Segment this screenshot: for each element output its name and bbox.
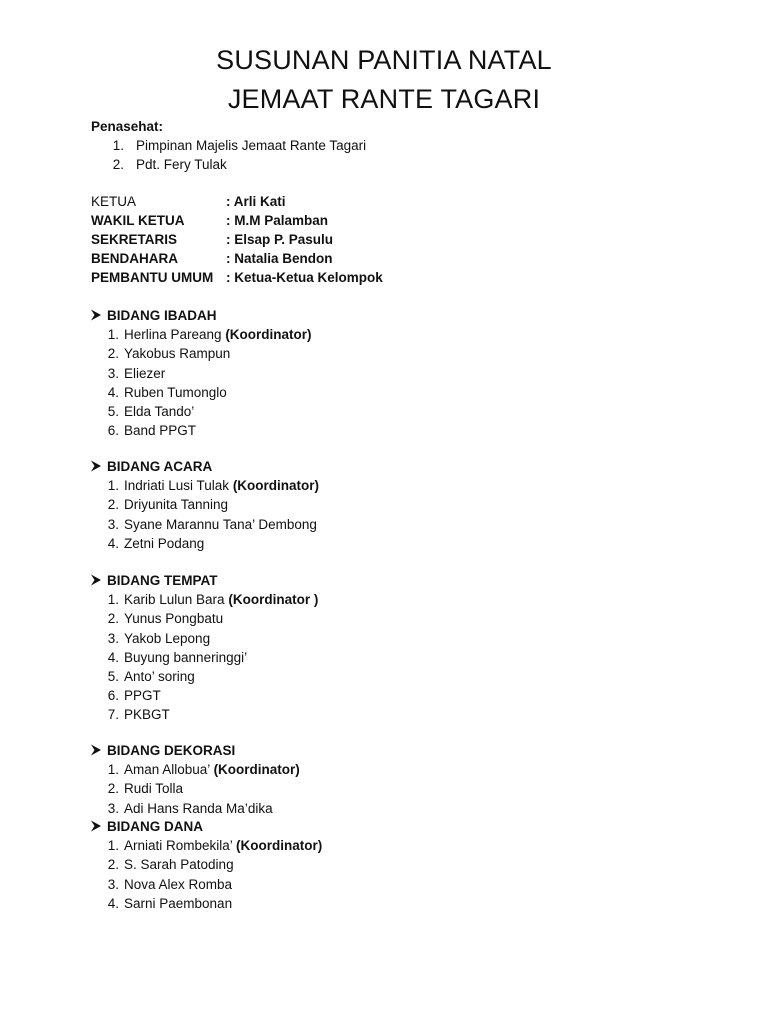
section-item-number: 3.	[107, 800, 119, 816]
pengurus-name: : Arli Kati	[226, 194, 286, 209]
member-name: Zetni Podang	[124, 535, 205, 551]
pengurus-name: : Elsap P. Pasulu	[226, 232, 334, 247]
arrowhead-bullet-icon	[90, 571, 102, 591]
section-item-number: 1.	[107, 592, 119, 608]
section-item	[124, 383, 227, 402]
title-line-1: SUSUNAN PANITIA NATAL	[216, 45, 552, 75]
section-item	[124, 894, 232, 913]
member-name: Yakobus Rampun	[124, 346, 231, 362]
member-name: Band PPGT	[124, 423, 197, 439]
member-name: Arniati Rombekila’	[124, 838, 237, 854]
arrowhead-bullet-icon	[90, 306, 102, 326]
penasehat-label: Penasehat:	[91, 119, 164, 134]
section-item-number: 1.	[107, 762, 119, 778]
section-item-number: 5.	[107, 404, 119, 419]
section-item-number: 5.	[107, 669, 119, 684]
koordinator-note: (Koordinator)	[225, 327, 312, 343]
pengurus-role: BENDAHARA	[91, 251, 178, 266]
arrowhead-bullet-icon	[90, 741, 102, 761]
member-name: Eliezer	[124, 365, 166, 381]
member-name: Ruben Tumonglo	[124, 384, 227, 400]
section-item-number: 7.	[107, 707, 119, 723]
title-line-2: JEMAAT RANTE TAGARI	[227, 84, 541, 114]
arrowhead-bullet-icon	[90, 817, 102, 837]
section-item-number: 4.	[107, 535, 119, 551]
section-item	[124, 495, 228, 514]
section-item	[124, 686, 161, 705]
section-item-number: 4.	[107, 895, 119, 911]
member-name: S. Sarah Patoding	[124, 857, 234, 873]
section-item	[124, 609, 223, 628]
member-name: Indriati Lusi Tulak	[124, 478, 233, 494]
section-item	[124, 534, 204, 553]
section-item	[124, 648, 247, 667]
section-item-number: 1.	[107, 478, 119, 494]
koordinator-note: (Koordinator)	[232, 478, 320, 494]
member-name: Rudi Tolla	[124, 781, 184, 797]
section-item	[124, 760, 300, 779]
section-item-number: 2.	[107, 857, 119, 873]
section-item-number: 2.	[107, 346, 119, 362]
pengurus-role: PEMBANTU UMUM	[91, 270, 214, 285]
member-name: Karib Lulun Bara	[124, 592, 229, 608]
member-name: Yakob Lepong	[124, 630, 211, 646]
member-name: Driyunita Tanning	[124, 497, 229, 513]
member-name: Nova Alex Romba	[124, 876, 233, 892]
member-name: Herlina Pareang	[124, 327, 226, 343]
section-item-number: 2.	[107, 611, 119, 627]
section-item	[124, 705, 170, 724]
member-name: Buyung banneringgi’	[124, 649, 248, 665]
koordinator-note: (Koordinator)	[213, 762, 300, 778]
section-item-number: 3.	[107, 516, 119, 532]
section-item	[124, 402, 194, 421]
section-item	[124, 875, 232, 894]
penasehat-item: Pimpinan Majelis Jemaat Rante Tagari	[136, 138, 367, 153]
section-item-number: 6.	[107, 423, 119, 439]
member-name: Syane Marannu Tana’ Dembong	[124, 516, 317, 532]
member-name: PKBGT	[124, 707, 170, 723]
pengurus-name: : Ketua-Ketua Kelompok	[226, 270, 383, 285]
pengurus-name: : M.M Palamban	[226, 213, 329, 228]
section-item-number: 1.	[107, 838, 119, 854]
section-item-number: 2.	[107, 781, 119, 797]
penasehat-item: Pdt. Fery Tulak	[136, 157, 227, 172]
section-heading: BIDANG ACARA	[107, 459, 213, 474]
section-heading: BIDANG DANA	[107, 819, 203, 834]
section-item	[124, 855, 234, 874]
section-heading: BIDANG DEKORASI	[107, 743, 236, 758]
pengurus-name: : Natalia Bendon	[226, 251, 333, 266]
member-name: Sarni Paembonan	[124, 895, 233, 911]
member-name: Elda Tando’	[124, 404, 195, 419]
section-item	[124, 421, 196, 440]
section-item	[124, 344, 230, 363]
section-item-number: 3.	[107, 876, 119, 892]
pengurus-role: SEKRETARIS	[91, 232, 178, 247]
section-item	[124, 629, 210, 648]
section-item-number: 4.	[107, 384, 119, 400]
member-name: Aman Allobua’	[124, 762, 214, 778]
section-item	[124, 836, 322, 855]
section-item	[124, 799, 273, 818]
arrowhead-bullet-icon	[90, 457, 102, 477]
koordinator-note: (Koordinator )	[228, 592, 319, 608]
koordinator-note: (Koordinator)	[236, 838, 323, 854]
section-item-number: 3.	[107, 630, 119, 646]
section-heading: BIDANG TEMPAT	[107, 573, 218, 588]
section-item	[124, 667, 195, 686]
section-item-number: 3.	[107, 365, 119, 381]
pengurus-role: KETUA	[91, 194, 137, 209]
section-item	[124, 590, 318, 609]
member-name: Anto’ soring	[124, 669, 195, 684]
section-item-number: 4.	[107, 649, 119, 665]
member-name: Yunus Pongbatu	[124, 611, 224, 627]
section-item	[124, 515, 317, 534]
section-item	[124, 779, 183, 798]
section-heading: BIDANG IBADAH	[107, 308, 217, 323]
member-name: Adi Hans Randa Ma’dika	[124, 800, 273, 816]
section-item	[124, 364, 165, 383]
member-name: PPGT	[124, 688, 161, 704]
section-item	[124, 476, 319, 495]
section-item-number: 6.	[107, 688, 119, 704]
section-item-number: 1.	[107, 327, 119, 343]
section-item	[124, 325, 312, 344]
pengurus-role: WAKIL KETUA	[91, 213, 185, 228]
penasehat-item-number: 2.	[112, 157, 124, 172]
penasehat-item-number: 1.	[112, 138, 124, 153]
section-item-number: 2.	[107, 497, 119, 513]
